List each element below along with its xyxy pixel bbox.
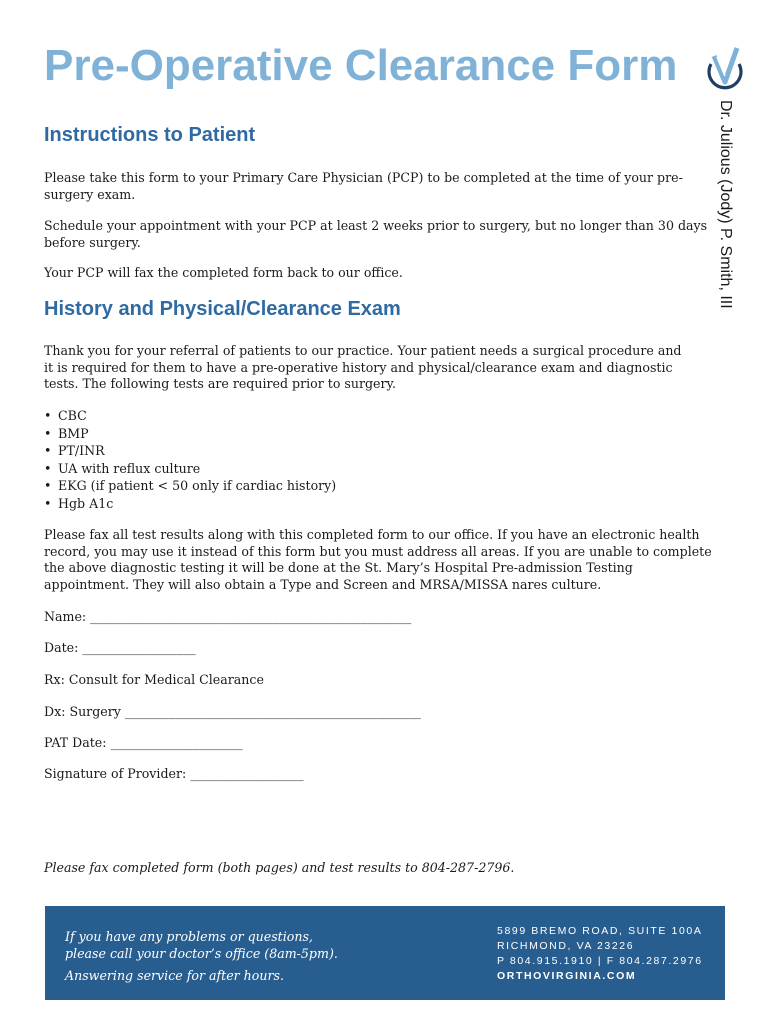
bullet-icon: • xyxy=(44,443,52,458)
instructions-heading: Instructions to Patient xyxy=(44,124,256,146)
phone-fax: P 804.915.1910 | F 804.287.2976 xyxy=(497,955,703,967)
name-field[interactable]: Name: ___________________________________________________ xyxy=(44,609,412,624)
history-heading: History and Physical/Clearance Exam xyxy=(44,298,401,320)
footer-line-2: please call your doctor’s office (8am-5pm). xyxy=(65,946,338,961)
footer-contact-note xyxy=(65,928,338,984)
address-line-1: 5899 BREMO ROAD, SUITE 100A xyxy=(497,925,703,937)
bullet-icon: • xyxy=(44,425,52,441)
footer-line-1: If you have any problems or questions, xyxy=(65,929,313,944)
address-line-2: RICHMOND, VA 23226 xyxy=(497,940,635,952)
fax-instructions-paragraph: Please fax all test results along with this completed form to our office. If you have an electronic health record, you may use it instead of this form but you must address all areas. If you are unable to complete the above diagnostic testing it will be done at the St. Mary’s Hospital Pre-admission Testing appointment. They will also obtain a Type and Screen and MRSA/MISSA nares culture. xyxy=(44,527,712,592)
list-item: • Hgb A1c xyxy=(44,495,114,511)
fax-note: Please fax completed form (both pages) and test results to 804-287-2796. xyxy=(44,860,515,875)
bullet-icon: • xyxy=(44,478,52,493)
instructions-paragraph-3: Your PCP will fax the completed form back to our office. xyxy=(44,265,403,280)
list-item: • PT/INR xyxy=(44,443,105,458)
bullet-icon: • xyxy=(44,495,52,511)
checkmark-circle-logo-icon xyxy=(705,46,745,92)
list-item: • CBC xyxy=(44,408,87,423)
date-field[interactable]: Date: __________________ xyxy=(44,640,196,655)
footer-banner xyxy=(45,906,725,1000)
list-item: • BMP xyxy=(44,425,89,441)
pat-date-field[interactable]: PAT Date: _____________________ xyxy=(44,735,243,750)
list-item: • UA with reflux culture xyxy=(44,460,201,476)
instructions-paragraph-2: Schedule your appointment with your PCP at least 2 weeks prior to surgery, but no longer than 30 days before surgery. xyxy=(44,218,708,250)
doctor-name-vertical: Dr. Julious (Jody) P. Smith, III xyxy=(717,100,734,309)
bullet-icon: • xyxy=(44,408,52,423)
page-title: Pre-Operative Clearance Form xyxy=(44,41,678,90)
website-link[interactable]: ORTHOVIRGINIA.COM xyxy=(497,970,637,982)
history-intro: Thank you for your referral of patients to our practice. Your patient needs a surgical procedure and it is required for them to have a pre-operative history and physical/clearance exam and diagnostic tests. The following tests are required prior to surgery. xyxy=(44,343,682,391)
rx-field: Rx: Consult for Medical Clearance xyxy=(44,672,264,687)
required-tests-list xyxy=(44,407,336,512)
footer-address-block xyxy=(497,924,703,984)
list-item: • EKG (if patient < 50 only if cardiac history) xyxy=(44,478,337,493)
footer-line-3: Answering service for after hours. xyxy=(65,968,284,983)
signature-field[interactable]: Signature of Provider: __________________ xyxy=(44,766,304,781)
instructions-paragraph-1: Please take this form to your Primary Care Physician (PCP) to be completed at the time of your pre-surgery exam. xyxy=(44,170,683,202)
bullet-icon: • xyxy=(44,460,52,476)
dx-field[interactable]: Dx: Surgery _______________________________________________ xyxy=(44,704,421,719)
